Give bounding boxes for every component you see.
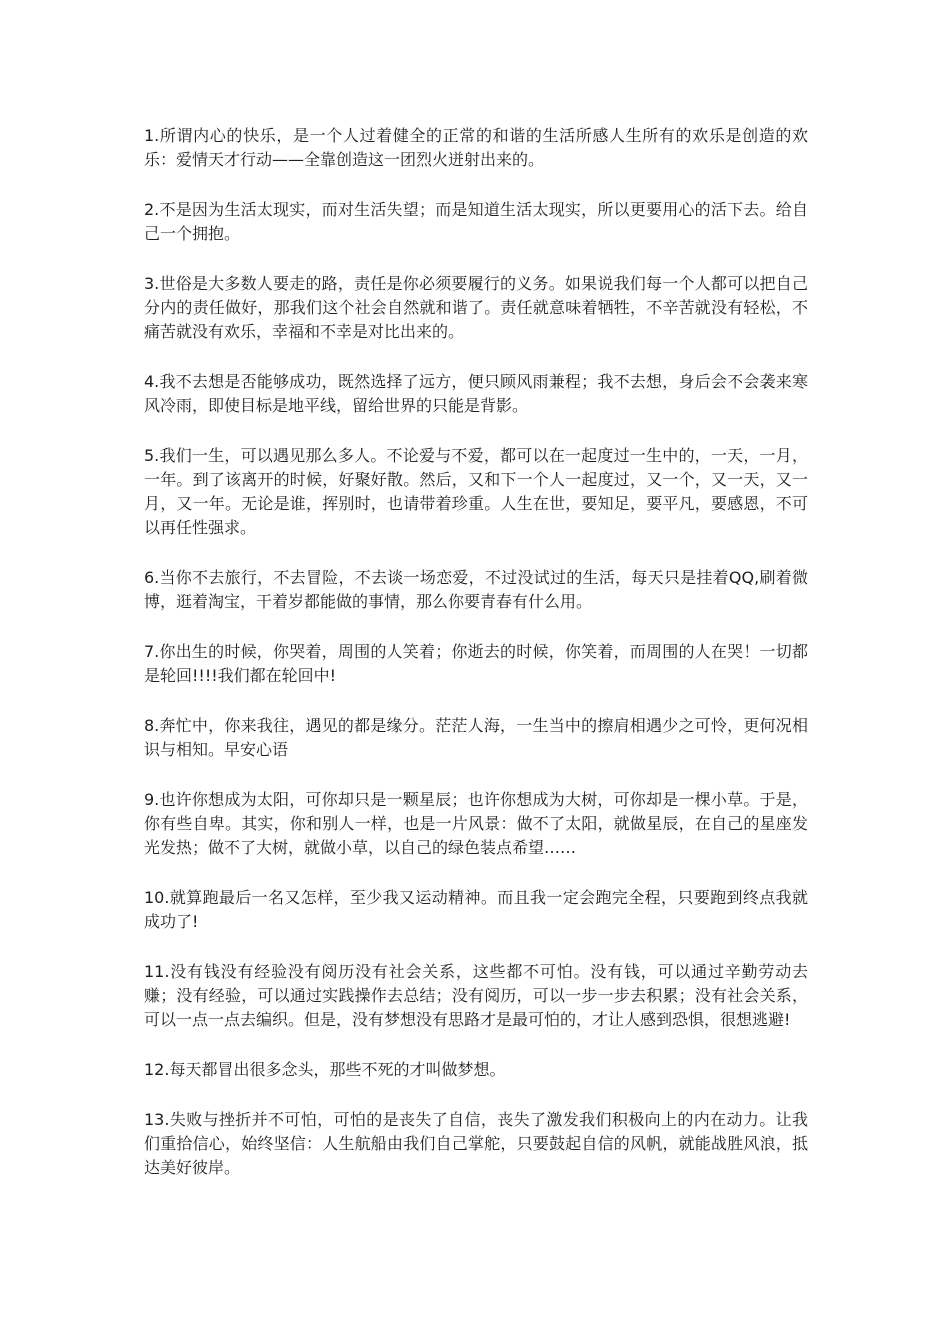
paragraph-4: 4.我不去想是否能够成功，既然选择了远方，便只顾风雨兼程；我不去想，身后会不会袭来寒风冷雨，即使目标是地平线，留给世界的只能是背影。 — [144, 372, 808, 415]
paragraph-13: 13.失败与挫折并不可怕，可怕的是丧失了自信，丧失了激发我们积极向上的内在动力。让我们重拾信心，始终坚信：人生航船由我们自己掌舵，只要鼓起自信的风帆，就能战胜风浪，抵达美好彼岸。 — [144, 1110, 808, 1177]
paragraph-8: 8.奔忙中，你来我往，遇见的都是缘分。茫茫人海，一生当中的擦肩相遇少之可怜，更何况相识与相知。早安心语 — [144, 716, 808, 759]
paragraph-2: 2.不是因为生活太现实，而对生活失望；而是知道生活太现实，所以更要用心的活下去。给自己一个拥抱。 — [144, 200, 808, 243]
paragraph-12: 12.每天都冒出很多念头，那些不死的才叫做梦想。 — [144, 1060, 506, 1079]
paragraph-7: 7.你出生的时候，你哭着，周围的人笑着；你逝去的时候，你笑着，而周围的人在哭！一切都是轮回!!!!我们都在轮回中! — [144, 642, 808, 685]
document-body — [144, 124, 808, 1206]
paragraph-9: 9.也许你想成为太阳，可你却只是一颗星辰；也许你想成为大树，可你却是一棵小草。于是，你有些自卑。其实，你和别人一样，也是一片风景：做不了太阳，就做星辰，在自己的星座发光发热；做不了大树，就做小草，以自己的绿色装点希望…… — [144, 790, 808, 857]
paragraph-6: 6.当你不去旅行，不去冒险，不去谈一场恋爱，不过没试过的生活，每天只是挂着QQ,刷着微博，逛着淘宝，干着岁都能做的事情，那么你要青春有什么用。 — [144, 568, 808, 611]
paragraph-5: 5.我们一生，可以遇见那么多人。不论爱与不爱，都可以在一起度过一生中的，一天，一月，一年。到了该离开的时候，好聚好散。然后，又和下一个人一起度过，又一个，又一天，又一月，又一年。无论是谁，挥别时，也请带着珍重。人生在世，要知足，要平凡，要感恩，不可以再任性强求。 — [144, 446, 808, 537]
paragraph-10: 10.就算跑最后一名又怎样，至少我又运动精神。而且我一定会跑完全程，只要跑到终点我就成功了! — [144, 888, 808, 931]
paragraph-3: 3.世俗是大多数人要走的路，责任是你必须要履行的义务。如果说我们每一个人都可以把自己分内的责任做好，那我们这个社会自然就和谐了。责任就意味着牺牲，不辛苦就没有轻松，不痛苦就没有欢乐，幸福和不幸是对比出来的。 — [144, 274, 808, 341]
paragraph-1: 1.所谓内心的快乐，是一个人过着健全的正常的和谐的生活所感人生所有的欢乐是创造的欢乐：爱情天才行动——全靠创造这一团烈火迸射出来的。 — [144, 126, 808, 169]
paragraph-11: 11.没有钱没有经验没有阅历没有社会关系，这些都不可怕。没有钱，可以通过辛勤劳动去赚；没有经验，可以通过实践操作去总结；没有阅历，可以一步一步去积累；没有社会关系，可以一点一点去编织。但是，没有梦想没有思路才是最可怕的，才让人感到恐惧，很想逃避! — [144, 962, 808, 1029]
